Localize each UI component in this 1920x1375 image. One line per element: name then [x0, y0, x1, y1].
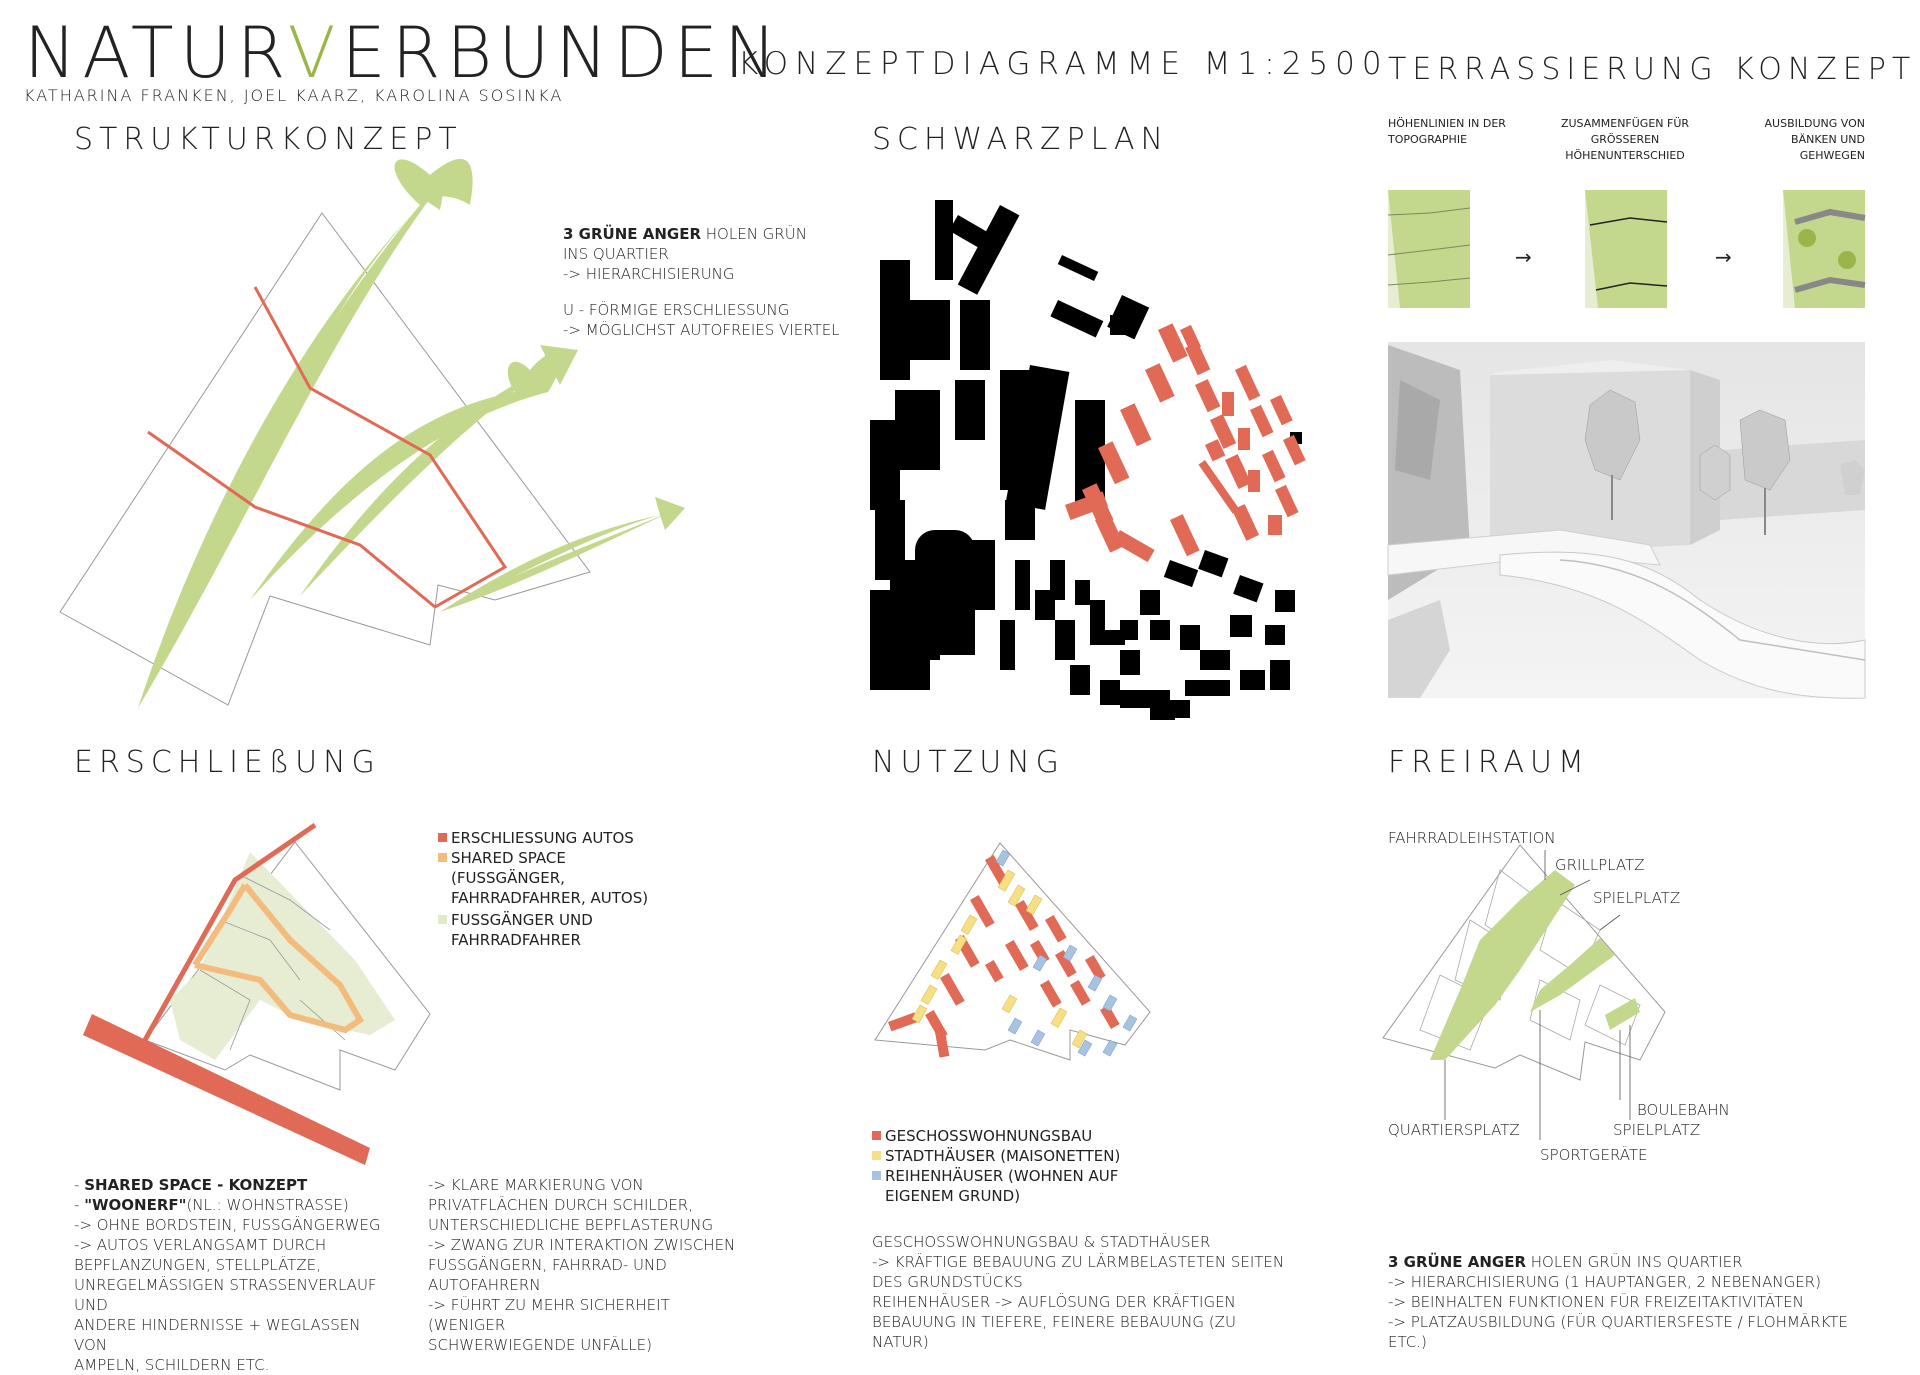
section-title-freiraum: FREIRAUM — [1388, 745, 1590, 780]
label-sportgeraete: SPORTGERÄTE — [1540, 1146, 1648, 1164]
label-boulebahn: BOULEBAHN — [1637, 1101, 1730, 1119]
label-grillplatz: GRILLPLATZ — [1555, 856, 1645, 874]
title-part-erbunden: ERBUNDEN — [341, 12, 783, 94]
terrassierung-step1-label: HÖHENLINIEN IN DER TOPOGRAPHIE — [1388, 117, 1506, 146]
label-quartiersplatz: QUARTIERSPLATZ — [1388, 1121, 1520, 1139]
authors: KATHARINA FRANKEN, JOEL KAARZ, KAROLINA SOSINKA — [24, 86, 564, 105]
legend-item-stadthaeuser: STADTHÄUSER (MAISONETTEN) — [872, 1146, 1172, 1166]
title-part-natur: NATUR — [24, 12, 288, 94]
section-title-terrassierung: TERRASSIERUNG KONZEPT — [1388, 52, 1917, 87]
erschliessung-text-col2: -> KLARE MARKIERUNG VON PRIVATFLÄCHEN DURCH SCHILDER, UNTERSCHIEDLICHE BEPFLASTERUNG -> ZWANG ZUR INTERAKTION ZWISCHEN FUSSGÄNGERN, FAHRRAD- UND AUTOFAHRERN -> FÜHRT ZU MEHR SICHERHEIT (WENIGER SCHWERWIEGENDE UNFÄLLE) — [428, 1176, 736, 1354]
legend-item-geschoss: GESCHOSSWOHNUNGSBAU — [872, 1126, 1172, 1146]
legend-item-reihenhaeuser: REIHENHÄUSER (WOHNEN AUF EIGENEM GRUND) — [872, 1166, 1172, 1206]
terrassierung-arrow-1: → — [1515, 245, 1532, 269]
terrassierung-arrow-2: → — [1715, 245, 1732, 269]
subtitle: KONZEPTDIAGRAMME M1:2500 — [738, 46, 1389, 82]
legend-item-autos: ERSCHLIESSUNG AUTOS — [438, 828, 658, 848]
struktur-note-2: U - FÖRMIGE ERSCHLIESSUNG -> MÖGLICHST AUTOFREIES VIERTEL — [563, 301, 840, 339]
label-spielplatz-2: SPIELPLATZ — [1613, 1121, 1701, 1139]
freiraum-text: 3 GRÜNE ANGER HOLEN GRÜN INS QUARTIER -> HIERARCHISIERUNG (1 HAUPTANGER, 2 NEBENANGER) -> BEINHALTEN FUNKTIONEN FÜR FREIZEITAKTIVITÄTEN -> PLATZAUSBILDUNG (FÜR QUARTIERSFESTE / FLOHMÄRKTE ETC.) — [1388, 1253, 1848, 1351]
legend-item-shared-space: SHARED SPACE (FUSSGÄNGER, FAHRRADFAHRER, AUTOS) — [438, 848, 658, 908]
section-title-struktur: STRUKTURKONZEPT — [74, 122, 463, 157]
terrassierung-step2-label: ZUSAMMENFÜGEN FÜR GRÖSSEREN HÖHENUNTERSCHIED — [1560, 117, 1690, 162]
struktur-note-1: 3 GRÜNE ANGER HOLEN GRÜN INS QUARTIER -> HIERARCHISIERUNG — [563, 225, 807, 283]
label-fahrradleihstation: FAHRRADLEIHSTATION — [1388, 829, 1556, 847]
section-title-nutzung: NUTZUNG — [872, 745, 1065, 780]
title-letter-v: V — [287, 12, 342, 94]
terrassierung-step3-label: AUSBILDUNG VON BÄNKEN UND GEHWEGEN — [1764, 117, 1865, 162]
label-spielplatz-1: SPIELPLATZ — [1593, 889, 1681, 907]
erschliessung-text-col1: - SHARED SPACE - KONZEPT - "WOONERF"(NL.: WOHNSTRASSE) -> OHNE BORDSTEIN, FUSSGÄNGERWEG -> AUTOS VERLANGSAMT DURCH BEPFLANZUNGEN, STELLPLÄTZE, UNREGELMÄSSIGEN STRASSENVERLAUF UND ANDERE HINDERNISSE + WEGLASSEN VON AMPELN, SCHILDERN ETC. — [74, 1176, 381, 1374]
section-title-erschliessung: ERSCHLIEßUNG — [74, 745, 381, 780]
section-title-schwarzplan: SCHWARZPLAN — [872, 122, 1169, 157]
legend-item-fussgaenger: FUSSGÄNGER UND FAHRRADFAHRER — [438, 910, 658, 950]
nutzung-text: GESCHOSSWOHNUNGSBAU & STADTHÄUSER -> KRÄFTIGE BEBAUUNG ZU LÄRMBELASTETEN SEITEN DES GRUNDSTÜCKS REIHENHÄUSER -> AUFLÖSUNG DER KRÄFTIGEN BEBAUUNG IN TIEFERE, FEINERE BEBAUUNG (ZU NATUR) — [872, 1233, 1285, 1351]
